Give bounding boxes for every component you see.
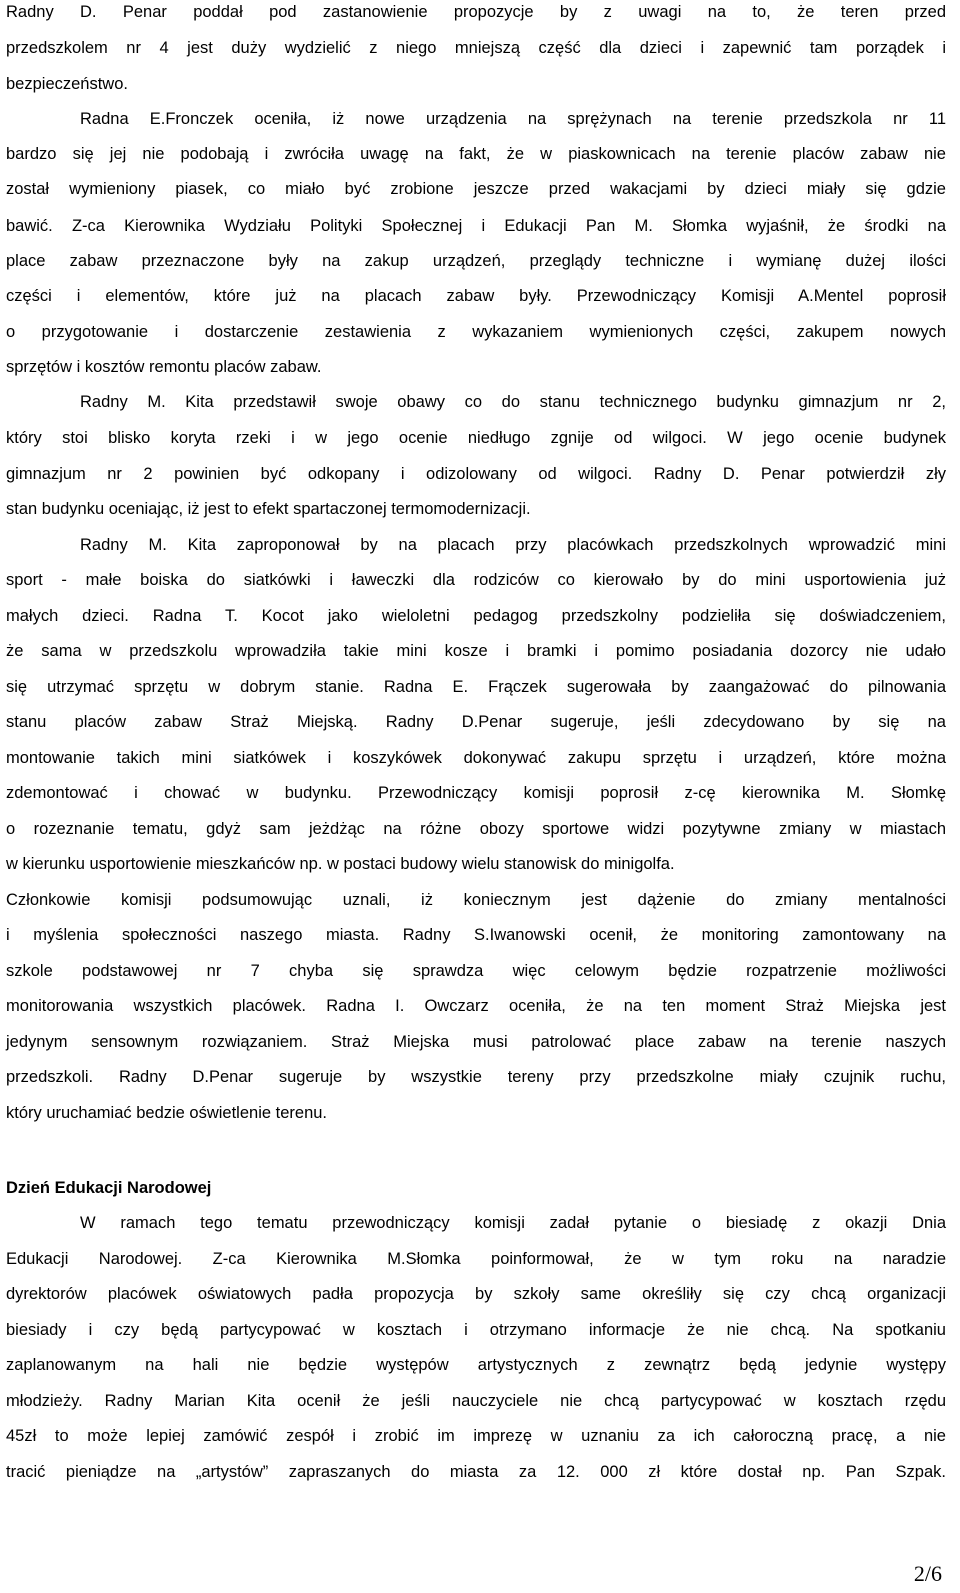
text-line: Radny M. Kita przedstawił swoje obawy co do stanu technicznego budynku gimnazjum nr 2, — [80, 393, 946, 411]
text-line: monitorowania wszystkich placówek. Radna I. Owczarz oceniła, że na ten moment Straż Miejska jest — [6, 997, 946, 1015]
text-line: zdemontować i chować w budynku. Przewodniczący komisji poprosił z-cę kierownika M. Słomkę — [6, 784, 946, 802]
text-line: Radny D. Penar poddał pod zastanowienie propozycje by z uwagi na to, że teren przed — [6, 3, 946, 21]
text-line: został wymieniony piasek, co miało być zrobione jeszcze przed wakacjami by dzieci miały się gdzie — [6, 180, 946, 198]
text-line: jedynym sensownym rozwiązaniem. Straż Miejska musi patrolować place zabaw na terenie naszych — [6, 1033, 946, 1051]
text-line: biesiady i czy będą partycypować w kosztach i otrzymano informacje że nie chcą. Na spotkaniu — [6, 1321, 946, 1339]
text-line: małych dzieci. Radna T. Kocot jako wieloletni pedagog przedszkolny podzieliła się doświadczeniem, — [6, 607, 946, 625]
text-line: tracić pieniądze na „artystów” zapraszanych do miasta za 12. 000 zł które dostał np. Pan Szpak. — [6, 1463, 946, 1481]
section-heading: Dzień Edukacji Narodowej — [6, 1179, 212, 1197]
page-number: 2/6 — [913, 1561, 942, 1586]
text-line: place zabaw przeznaczone były na zakup urządzeń, przeglądy techniczne i wymianę dużej ilości — [6, 252, 946, 270]
text-line: montowanie takich mini siatkówek i koszykówek dokonywać zakupu sprzętu i urządzeń, które można — [6, 749, 946, 767]
text-line: młodzieży. Radny Marian Kita ocenił że jeśli nauczyciele nie chcą partycypować w kosztach rzędu — [6, 1392, 946, 1410]
text-line: i myślenia społeczności naszego miasta. Radny S.Iwanowski ocenił, że monitoring zamontowany na — [6, 926, 946, 944]
text-line: że sama w przedszkolu wprowadziła takie mini kosze i bramki i pomimo posiadania dozorcy nie udało — [6, 642, 946, 660]
text-line: W ramach tego tematu przewodniczący komisji zadał pytanie o biesiadę z okazji Dnia — [80, 1214, 946, 1232]
text-line: się utrzymać sprzętu w dobrym stanie. Radna E. Frączek sugerowała by zaangażować do pilnowania — [6, 678, 946, 696]
text-line: dyrektorów placówek oświatowych padła propozycja by szkoły same określiły się czy chcą organizacji — [6, 1285, 946, 1303]
text-line: w kierunku usportowienie mieszkańców np. w postaci budowy wielu stanowisk do minigolfa. — [6, 855, 675, 873]
text-line: Edukacji Narodowej. Z-ca Kierownika M.Słomka poinformował, że w tym roku na naradzie — [6, 1250, 946, 1268]
text-line: Radny M. Kita zaproponował by na placach przy placówkach przedszkolnych wprowadzić mini — [80, 536, 946, 554]
text-line: sprzętów i kosztów remontu placów zabaw. — [6, 358, 322, 376]
text-line: bezpieczeństwo. — [6, 75, 128, 93]
text-line: Radna E.Fronczek oceniła, iż nowe urządzenia na sprężynach na terenie przedszkola nr 11 — [80, 110, 946, 128]
text-line: który stoi blisko koryta rzeki i w jego ocenie niedługo zgnije od wilgoci. W jego ocenie budynek — [6, 429, 946, 447]
text-line: sport - małe boiska do siatkówki i ławeczki dla rodziców co kierowało by do mini usportowienia już — [6, 571, 946, 589]
text-line: gimnazjum nr 2 powinien być odkopany i odizolowany od wilgoci. Radny D. Penar potwierdził zły — [6, 465, 946, 483]
text-line: o rozeznanie tematu, gdyż sam jeżdżąc na różne obozy sportowe widzi pozytywne zmiany w miastach — [6, 820, 946, 838]
text-line: szkole podstawowej nr 7 chyba się sprawdza więc celowym będzie rozpatrzenie możliwości — [6, 962, 946, 980]
text-line: który uruchamiać bedzie oświetlenie terenu. — [6, 1104, 328, 1122]
text-line: bawić. Z-ca Kierownika Wydziału Polityki Społecznej i Edukacji Pan M. Słomka wyjaśnił, że środki na — [6, 217, 946, 235]
text-line: przedszkoli. Radny D.Penar sugeruje by wszystkie tereny przy przedszkolne miały czujnik ruchu, — [6, 1068, 946, 1086]
text-line: 45zł to może lepiej zamówić zespół i zrobić im imprezę w uznaniu za ich całoroczną pracę, a nie — [6, 1427, 946, 1445]
text-line: zaplanowanym na hali nie będzie występów artystycznych z zewnątrz będą jedynie występy — [6, 1356, 946, 1374]
text-line: części i elementów, które już na placach zabaw były. Przewodniczący Komisji A.Mentel poprosił — [6, 287, 946, 305]
text-line: bardzo się jej nie podobają i zwróciła uwagę na fakt, że w piaskownicach na terenie placów zabaw nie — [6, 145, 946, 163]
text-line: stanu placów zabaw Straż Miejską. Radny D.Penar sugeruje, jeśli zdecydowano by się na — [6, 713, 946, 731]
text-line: przedszkolem nr 4 jest duży wydzielić z niego mniejszą część dla dzieci i zapewnić tam porządek i — [6, 39, 946, 57]
text-line: stan budynku oceniając, iż jest to efekt spartaczonej termomodernizacji. — [6, 500, 531, 518]
text-line: Członkowie komisji podsumowując uznali, iż koniecznym jest dążenie do zmiany mentalności — [6, 891, 946, 909]
text-line: o przygotowanie i dostarczenie zestawienia z wykazaniem wymienionych części, zakupem nowych — [6, 323, 946, 341]
